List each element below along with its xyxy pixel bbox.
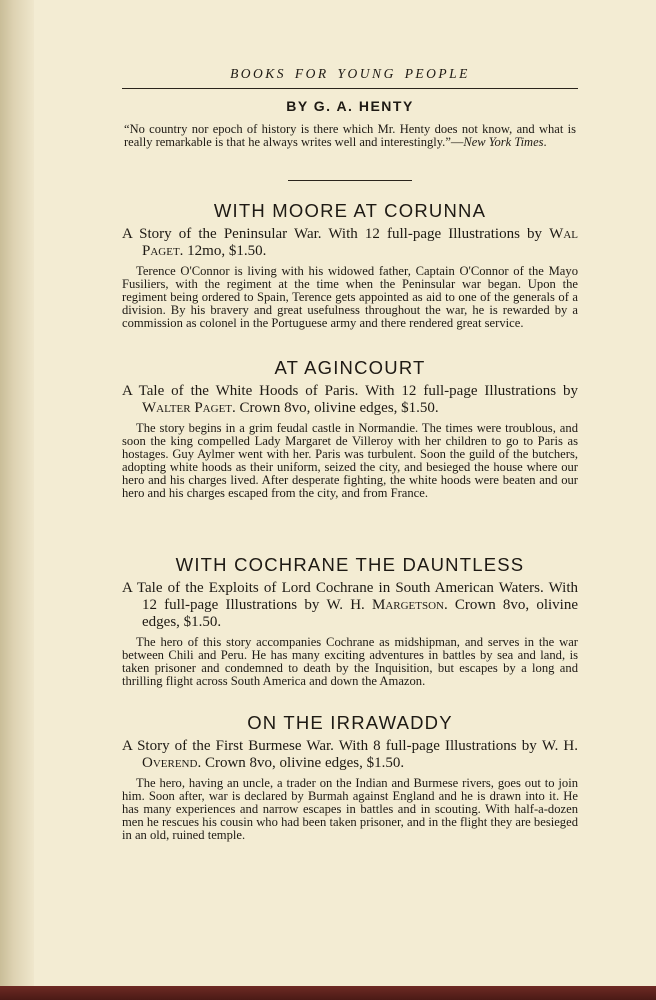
edition-price: Crown 8vo, olivine edges, $1.50.: [239, 400, 439, 416]
book-summary: Terence O'Connor is living with his widowed father, Captain O'Connor of the Mayo Fusiliers, with the regiment at the time when the Peninsular war began. Upon the regiment being ordered to Spain, Terence gets appointed as aid to one of the generals of a division. By his bravery and great usefulness throughout the war, he is rewarded by a commission as colonel in the Portuguese army and there rendered great service.: [122, 264, 578, 330]
header-rule: [122, 88, 578, 89]
running-head: BOOKS FOR YOUNG PEOPLE: [230, 66, 470, 81]
book-description: [122, 738, 578, 772]
book-summary: The hero, having an uncle, a trader on the Indian and Burmese rivers, goes out to join him. Soon after, war is declared by Burmah against England and he is drawn into it. He has many experiences and narrow escapes in battles and in scouting. With half-a-dozen men he rescues his cousin who had been taken prisoner, and in the flight they are besieged in an old, ruined temple.: [122, 776, 578, 842]
description-text: A Story of the Peninsular War. With 12 full-page Illustrations by: [122, 226, 543, 242]
book-entry: [122, 553, 578, 688]
book-title: ON THE IRRAWADDY: [247, 712, 453, 733]
book-entry: [122, 199, 578, 330]
book-summary: The hero of this story accompanies Cochrane as midshipman, and serves in the war between Chili and Peru. He has many exciting adventures in battles by sea and land, is taken prisoner and condemned to death by the Inquisition, but escapes by a long and thrilling flight across South America and down the Amazon.: [122, 635, 578, 688]
book-title: WITH MOORE AT CORUNNA: [213, 200, 487, 221]
book-title: AT AGINCOURT: [274, 357, 426, 378]
book-title: WITH COCHRANE THE DAUNTLESS: [175, 554, 525, 575]
quote-text: “ No country nor epoch of history is there which Mr. Henty does not know, and what is really remarkable is that he always writes well and interestingly. ”—: [124, 122, 576, 149]
edition-price: Crown 8vo, olivine edges, $1.50.: [142, 597, 579, 630]
section-divider: [288, 180, 412, 181]
illustrator-name: W. H. Margetson.: [326, 597, 448, 613]
book-description: [122, 580, 578, 631]
book-description: [122, 383, 578, 417]
description-text: A Story of the First Burmese War. With 8 full-page Illustrations by: [122, 738, 537, 754]
author-heading: BY G. A. HENTY: [286, 98, 414, 114]
press-quote: [124, 123, 576, 149]
illustrator-name: Walter Paget.: [142, 400, 236, 416]
quote-source: New York Times .: [463, 135, 546, 149]
illustrator-name: Wal Paget.: [142, 226, 578, 259]
edition-price: 12mo, $1.50.: [187, 243, 267, 259]
book-summary: The story begins in a grim feudal castle in Normandie. The times were troublous, and soon the king compelled Lady Margaret de Villeroy with her children to go to Paris as hostages. Guy Aylmer went with her. Paris was turbulent. Soon the guild of the butchers, adopting white hoods as their uniform, seized the city, and besieged the house where our hero and his charges lived. After desperate fighting, the white hoods were beaten and our hero and his charges escaped from the city, and from France.: [122, 421, 578, 500]
illustrator-name: W. H. Overend.: [142, 738, 579, 771]
description-text: A Tale of the Exploits of Lord Cochrane in South American Waters. With 12 full-page Illustrations by: [122, 580, 578, 613]
book-description: [122, 226, 578, 260]
description-text: A Tale of the White Hoods of Paris. With 12 full-page Illustrations by: [122, 383, 578, 399]
book-entry: [122, 356, 578, 500]
edition-price: Crown 8vo, olivine edges, $1.50.: [204, 755, 405, 771]
book-cover-edge: [0, 986, 656, 1000]
book-entry: [122, 711, 578, 842]
